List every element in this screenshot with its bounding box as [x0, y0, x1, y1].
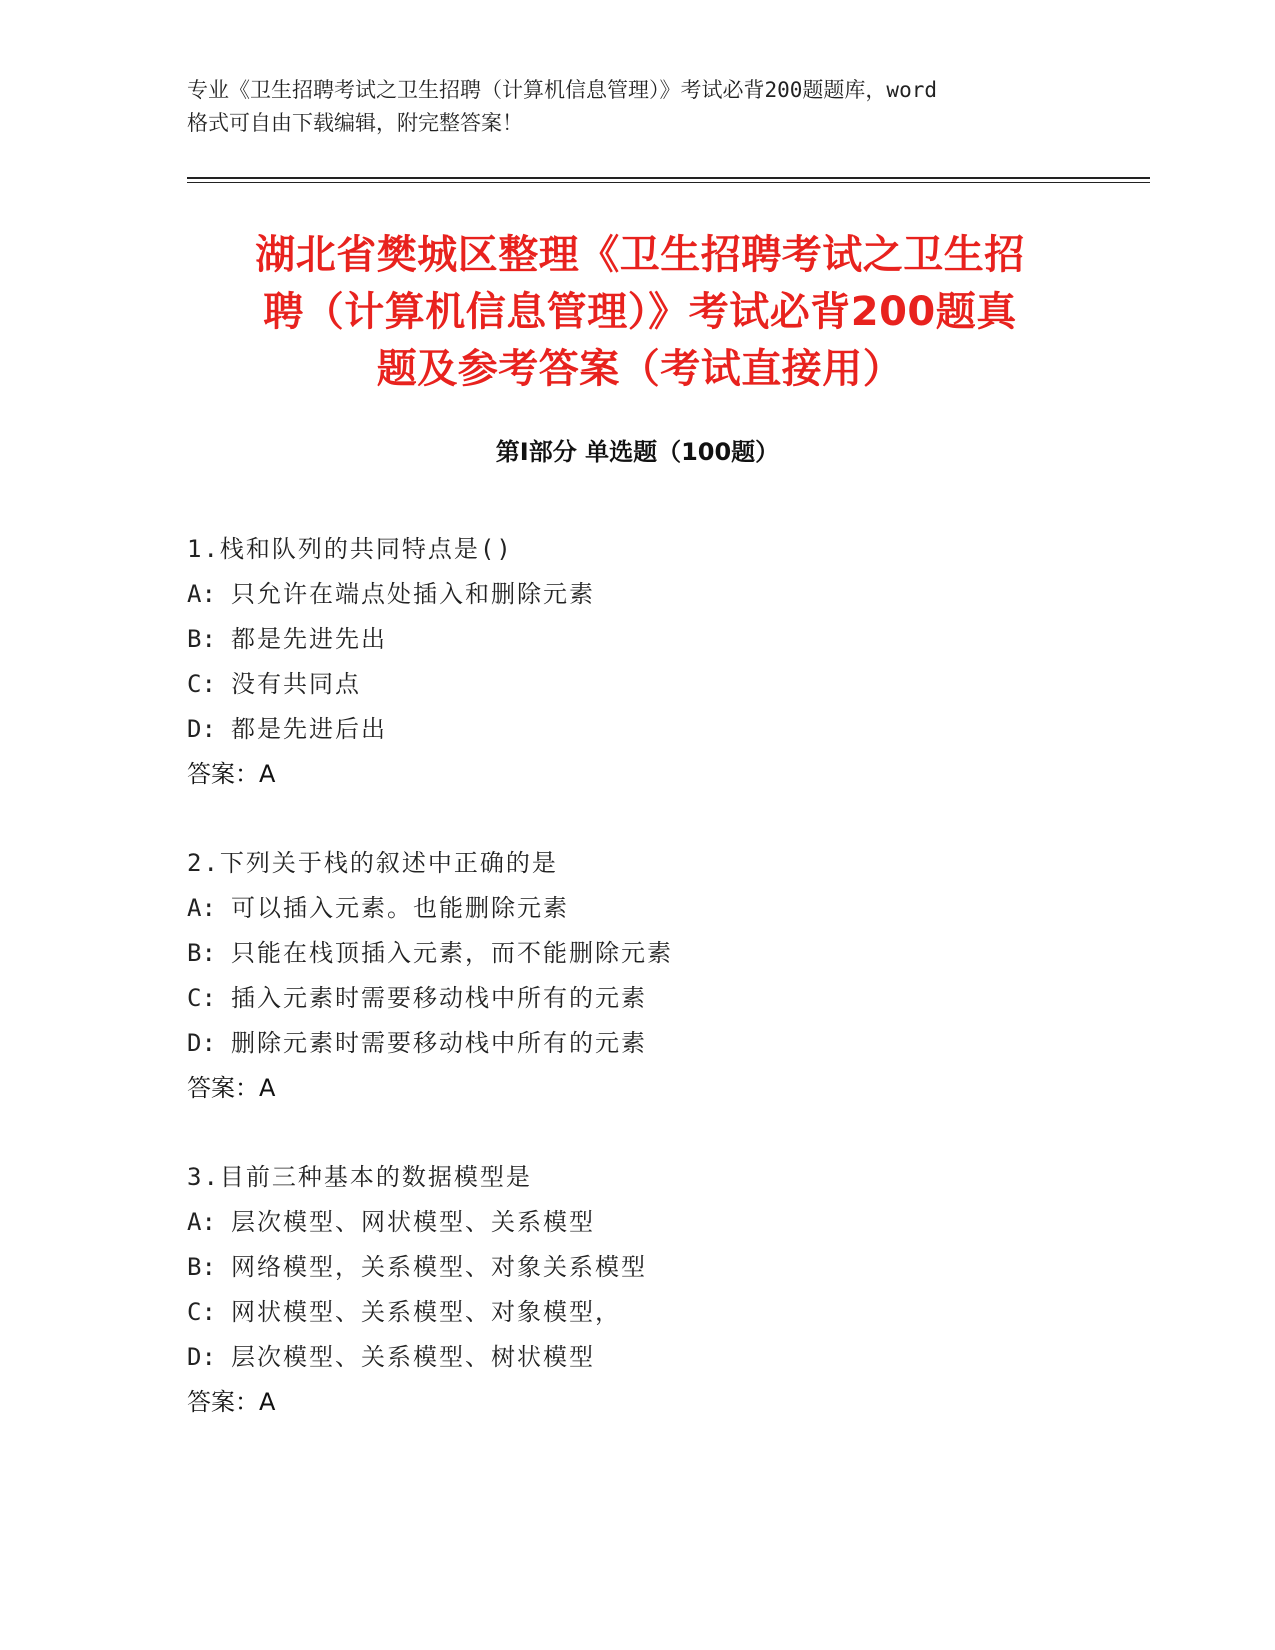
option-b — [187, 931, 1087, 976]
section-title: 第Ⅰ部分 单选题（100题） — [495, 438, 780, 466]
option-d — [187, 707, 1087, 752]
option-text: 只允许在端点处插入和删除元素 — [231, 580, 595, 608]
answer-label: 答案：A — [187, 760, 276, 788]
option-text: 都是先进先出 — [231, 625, 387, 653]
option-key: D: — [187, 1029, 216, 1057]
option-c — [187, 976, 1087, 1021]
option-text: 都是先进后出 — [231, 715, 387, 743]
option-a — [187, 886, 1087, 931]
option-text: 网络模型，关系模型、对象关系模型 — [231, 1253, 647, 1281]
question-3 — [187, 1155, 1087, 1425]
answer-label: 答案：A — [187, 1074, 276, 1102]
option-d — [187, 1021, 1087, 1066]
option-a — [187, 572, 1087, 617]
option-text: 插入元素时需要移动栈中所有的元素 — [231, 984, 647, 1012]
option-key: D: — [187, 715, 216, 743]
question-1 — [187, 527, 1087, 797]
option-c — [187, 1290, 1087, 1335]
option-text: 没有共同点 — [231, 670, 361, 698]
question-2 — [187, 841, 1087, 1111]
option-text: 层次模型、关系模型、树状模型 — [231, 1343, 595, 1371]
option-b — [187, 1245, 1087, 1290]
document-title-line-3: 题及参考答案（考试直接用） — [376, 346, 904, 392]
question-list — [187, 527, 1087, 1469]
option-key: D: — [187, 1343, 216, 1371]
option-text: 删除元素时需要移动栈中所有的元素 — [231, 1029, 647, 1057]
option-text: 只能在栈顶插入元素，而不能删除元素 — [231, 939, 673, 967]
header-note-line-1: 专业《卫生招聘考试之卫生招聘（计算机信息管理）》考试必背200题题库，word — [187, 78, 937, 102]
header-note-line-2: 格式可自由下载编辑，附完整答案！ — [187, 111, 523, 135]
option-a — [187, 1200, 1087, 1245]
question-text: 1.栈和队列的共同特点是() — [187, 535, 513, 563]
option-c — [187, 662, 1087, 707]
option-text: 层次模型、网状模型、关系模型 — [231, 1208, 595, 1236]
option-key: C: — [187, 670, 216, 698]
option-key: B: — [187, 625, 216, 653]
option-key: B: — [187, 1253, 216, 1281]
option-key: C: — [187, 984, 216, 1012]
option-key: A: — [187, 580, 216, 608]
header-divider-thick — [187, 177, 1150, 179]
option-key: B: — [187, 939, 216, 967]
document-title-line-2: 聘（计算机信息管理）》考试必背200题真 — [263, 289, 1017, 335]
option-text: 可以插入元素。也能删除元素 — [231, 894, 569, 922]
option-d — [187, 1335, 1087, 1380]
option-b — [187, 617, 1087, 662]
question-text: 2.下列关于栈的叙述中正确的是 — [187, 849, 558, 877]
option-key: A: — [187, 894, 216, 922]
option-key: C: — [187, 1298, 216, 1326]
header-divider-thin — [187, 182, 1150, 183]
document-title-line-1: 湖北省樊城区整理《卫生招聘考试之卫生招 — [255, 232, 1025, 278]
answer-label: 答案：A — [187, 1388, 276, 1416]
question-text: 3.目前三种基本的数据模型是 — [187, 1163, 532, 1191]
document-header-note — [187, 74, 1087, 140]
option-text: 网状模型、关系模型、对象模型， — [231, 1298, 621, 1326]
option-key: A: — [187, 1208, 216, 1236]
document-title — [190, 227, 1090, 398]
